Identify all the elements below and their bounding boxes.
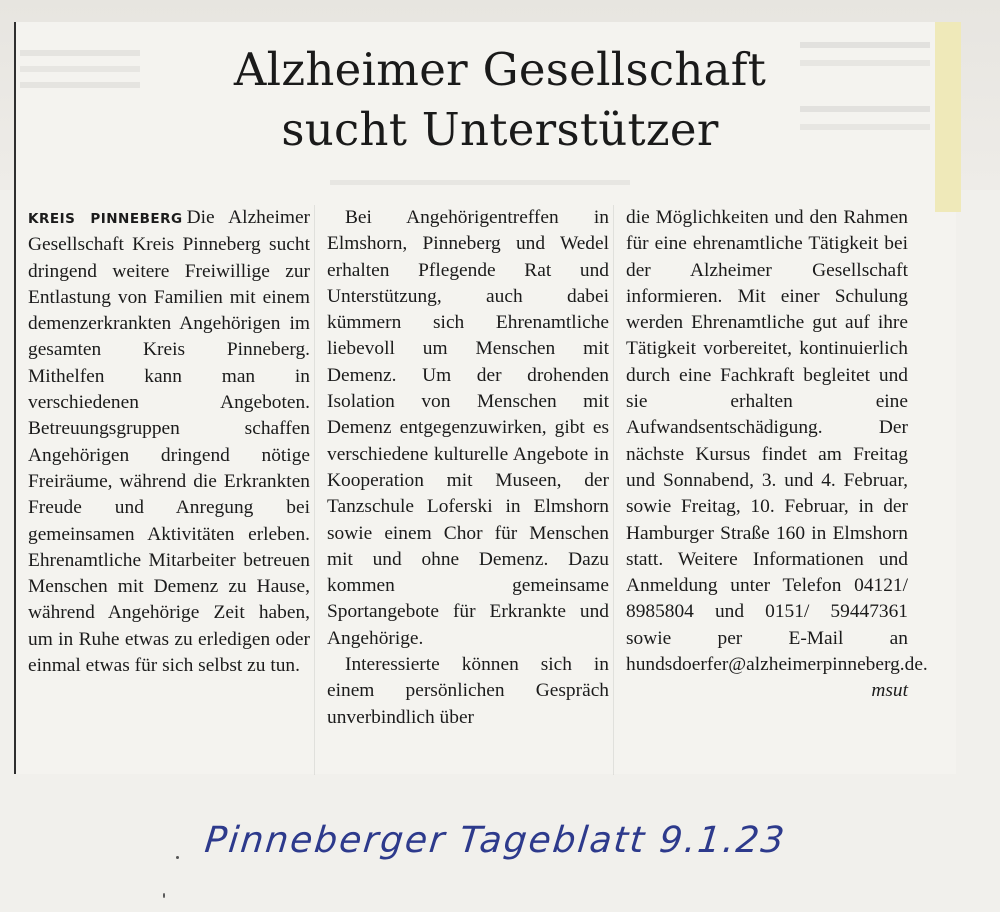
headline-line-1: Alzheimer Gesellschaft [233,43,767,96]
handwritten-source-note: Pinneberger Tageblatt 9.1.23 [202,820,789,861]
column-divider [314,205,315,775]
paper-highlight-strip [935,22,961,212]
ink-speck [176,856,179,859]
column-2-paragraph-2: Interessierte können sich in einem persönlichen Gespräch unverbindlich über [327,654,609,728]
column-2-paragraph-1: Bei Angehörigentreffen in Elmshorn, Pinneberg und Wedel erhalten Pflegende Rat und Unterstützung, auch dabei kümmern sich Ehrenamtliche liebevoll um Menschen mit Demenz. Um der drohenden Isolation von Menschen mit Demenz entgegenzuwirken, gibt es verschiedene kulturelle Angebote in Kooperation mit Museen, der Tanzschule Loferski in Elmshorn sowie einem Chor für Menschen mit und ohne Demenz. Dazu kommen gemeinsame Sportangebote für Erkrankte und Angehörige. [327,207,609,649]
headline-line-2: sucht Unterstützer [281,103,719,156]
author-initials: msut [871,680,908,702]
ink-speck [163,893,165,898]
article-column-1 [28,205,310,679]
bleed-through-mid [330,180,630,200]
column-1-paragraph [28,205,310,679]
column-3-paragraph [626,205,928,702]
column-1-text: Die Alzheimer Gesellschaft Kreis Pinneberg sucht dringend weitere Freiwillige zur Entlastung von Familien mit einem demenzerkrankten Angehörigen im gesamten Kreis Pinneberg. Mithelfen kann man in verschiedenen Angeboten. Betreuungsgruppen schaffen Angehörigen dringend nötige Freiräume, während die Erkrankten Freude und Anregung bei gemeinsamen Aktivitäten erleben. Ehrenamtliche Mitarbeiter betreuen Menschen mit Demenz zu Hause, während Angehörige Zeit haben, um in Ruhe etwas zu erledigen oder einmal etwas für sich selbst zu tun. [28,207,311,677]
article-column-3 [626,205,928,705]
column-3-text: die Möglichkeiten und den Rahmen für eine ehrenamtliche Tätigkeit bei der Alzheimer Gesellschaft informieren. Mit einer Schulung werden Ehrenamtliche gut auf ihre Tätigkeit vorbereitet, kontinuierlich durch eine Fachkraft begleitet und sie erhalten eine Aufwandsentschädigung. Der nächste Kursus findet am Freitag und Sonnabend, 3. und 4. Februar, sowie Freitag, 10. Februar, in der Hamburger Straße 160 in Elmshorn statt. Weitere Informationen und Anmeldung unter Telefon 04121/ 8985804 und 0151/ 59447361 sowie per E-Mail an hundsdoerfer@alzheimerpinneberg.de. [626,207,928,676]
bleed-through-left [20,40,140,170]
article-column-2 [327,205,609,731]
dateline: KREIS PINNEBERG [28,211,183,227]
column-divider [613,205,614,775]
article-headline [150,40,850,160]
